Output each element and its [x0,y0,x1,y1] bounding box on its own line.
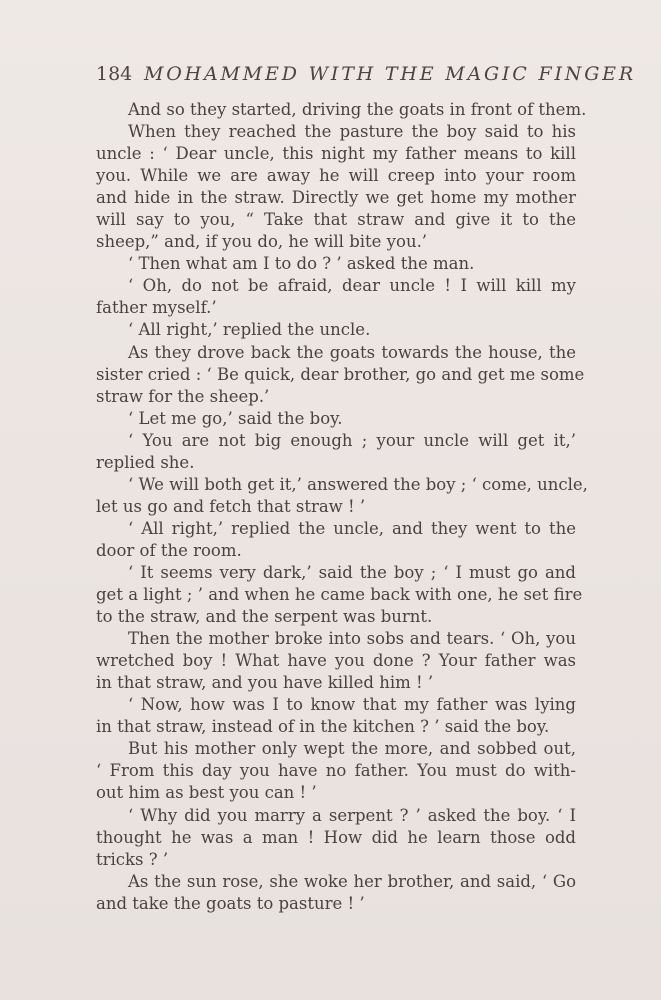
text-line: But his mother only wept the more, and sobbed out, [128,739,576,759]
page-header [96,60,636,88]
text-line: tricks ? ’ [96,849,169,869]
text-line: door of the room. [96,540,242,560]
text-line: ‘ Then what am I to do ? ’ asked the man. [128,254,475,274]
text-line: to the straw, and the serpent was burnt. [96,607,433,627]
text-line: ‘ Let me go,’ said the boy. [128,408,343,428]
text-line: will say to you, “ Take that straw and give it to the [96,210,576,230]
text-line: and hide in the straw. Directly we get home my mother [96,188,576,208]
text-line: sister cried : ‘ Be quick, dear brother, go and get me some [96,364,585,384]
text-line: get a light ; ’ and when he came back with one, he set fire [96,585,583,605]
page-number: 184 [96,63,133,85]
text-line: let us go and fetch that straw ! ’ [96,496,366,516]
text-line: When they reached the pasture the boy said to his [128,122,576,142]
text-line: you. While we are away he will creep into your room [96,166,576,186]
text-line: sheep,” and, if you do, he will bite you.’ [96,232,428,252]
text-line: As they drove back the goats towards the house, the [128,342,576,362]
text-line: ‘ Why did you marry a serpent ? ’ asked the boy. ‘ I [128,805,576,825]
text-line: father myself.’ [96,298,217,318]
text-line: in that straw, and you have killed him ! ’ [96,673,434,693]
text-line: wretched boy ! What have you done ? Your father was [96,651,576,671]
text-line: And so they started, driving the goats in front of them. [128,100,587,119]
text-line: uncle : ‘ Dear uncle, this night my father means to kill [96,144,576,164]
text-line: replied she. [96,452,195,472]
text-line: ‘ You are not big enough ; your uncle will get it,’ [128,430,576,450]
text-line: ‘ It seems very dark,’ said the boy ; ‘ I must go and [128,562,576,582]
text-line: out him as best you can ! ’ [96,783,317,803]
text-line: ‘ All right,’ replied the uncle, and they went to the [128,518,576,538]
text-line: ‘ All right,’ replied the uncle. [128,320,371,340]
text-line: ‘ From this day you have no father. You must do with- [96,761,576,781]
text-line: thought he was a man ! How did he learn those odd [96,827,576,847]
running-head: MOHAMMED WITH THE MAGIC FINGER [144,63,636,85]
text-line: and take the goats to pasture ! ’ [96,893,365,913]
text-line: Then the mother broke into sobs and tears. ‘ Oh, you [128,629,576,649]
text-line: ‘ We will both get it,’ answered the boy ; ‘ come, uncle, [128,474,588,494]
text-line: ‘ Now, how was I to know that my father was lying [128,695,576,715]
text-line: As the sun rose, she woke her brother, and said, ‘ Go [128,871,576,891]
text-line: straw for the sheep.’ [96,386,270,406]
body-text [96,99,588,915]
text-line: in that straw, instead of in the kitchen ? ’ said the boy. [96,717,550,737]
text-line: ‘ Oh, do not be afraid, dear uncle ! I will kill my [128,276,576,296]
